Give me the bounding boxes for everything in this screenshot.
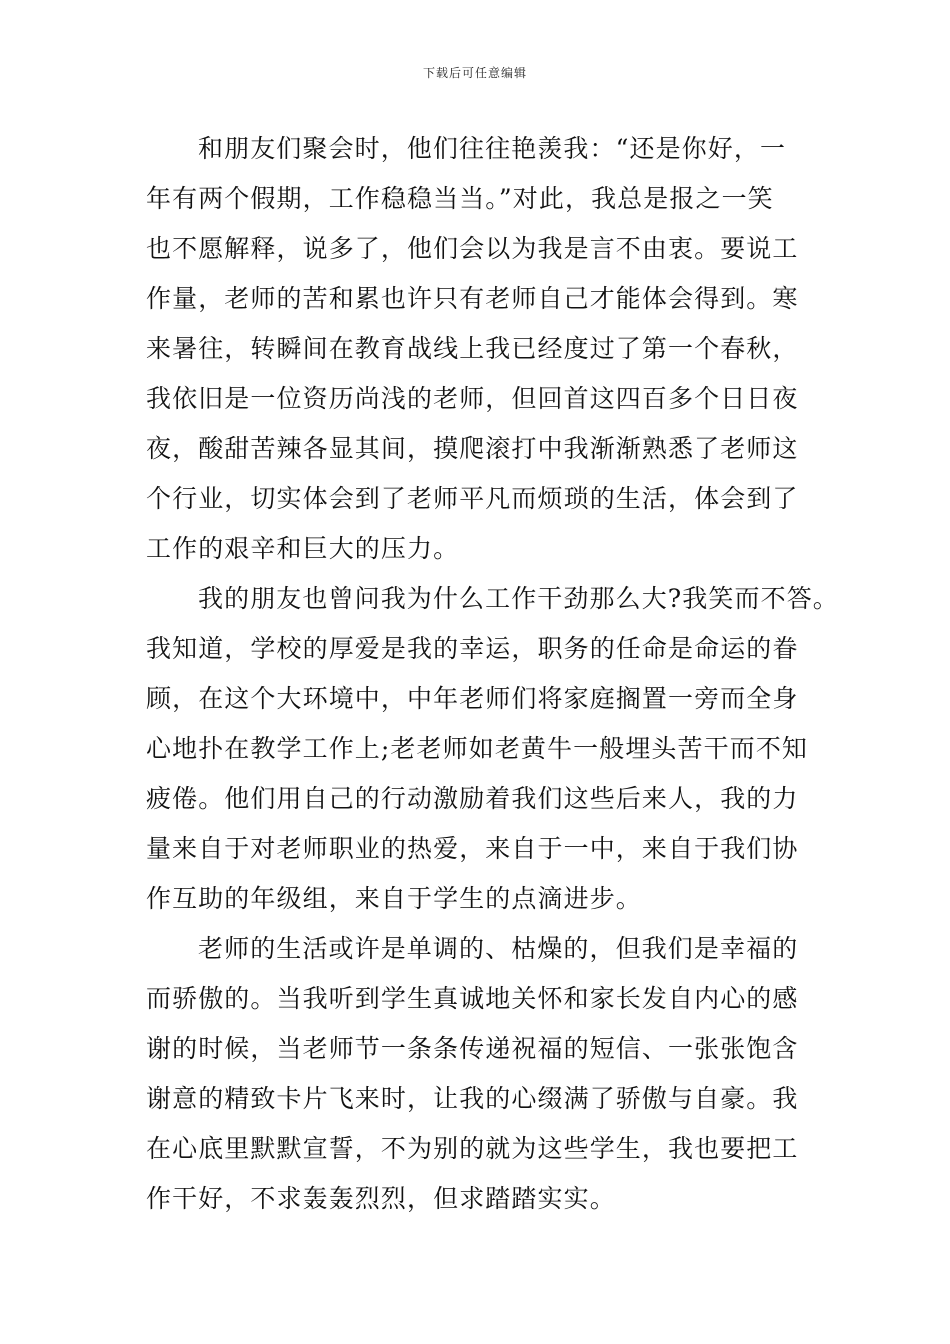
paragraph-1 <box>146 124 810 574</box>
text-line: 我依旧是一位资历尚浅的老师，但回首这四百多个日日夜 <box>146 384 799 413</box>
text-line: 而骄傲的。当我听到学生真诚地关怀和家长发自内心的感 <box>146 984 799 1013</box>
text-line: 工作的艰辛和巨大的压力。 <box>146 534 460 563</box>
text-line: 作量，老师的苦和累也许只有老师自己才能体会得到。寒 <box>146 284 799 313</box>
text-line: 顾，在这个大环境中，中年老师们将家庭搁置一旁而全身 <box>146 684 799 713</box>
paragraph-3 <box>146 924 810 1224</box>
text-line: 来暑往，转瞬间在教育战线上我已经度过了第一个春秋， <box>146 334 799 363</box>
text-line: 夜，酸甜苦辣各显其间，摸爬滚打中我渐渐熟悉了老师这 <box>146 434 799 463</box>
text-line: 疲倦。他们用自己的行动激励着我们这些后来人，我的力 <box>146 784 799 813</box>
text-line: 也不愿解释，说多了，他们会以为我是言不由衷。要说工 <box>146 234 799 263</box>
text-line: 作互助的年级组，来自于学生的点滴进步。 <box>146 884 642 913</box>
text-line: 个行业，切实体会到了老师平凡而烦琐的生活，体会到了 <box>146 484 799 513</box>
text-line: 我知道，学校的厚爱是我的幸运，职务的任命是命运的眷 <box>146 634 799 663</box>
text-line: 在心底里默默宣誓，不为别的就为这些学生，我也要把工 <box>146 1134 799 1163</box>
paragraph-2 <box>146 574 839 924</box>
text-line: 作干好，不求轰轰烈烈，但求踏踏实实。 <box>146 1184 616 1213</box>
text-line: 心地扑在教学工作上;老老师如老黄牛一般埋头苦干而不知 <box>146 734 809 763</box>
text-line: 老师的生活或许是单调的、枯燥的，但我们是幸福的 <box>198 934 799 963</box>
text-line: 年有两个假期，工作稳稳当当。”对此，我总是报之一笑 <box>146 184 774 213</box>
document-body <box>146 124 839 1224</box>
text-line: 量来自于对老师职业的热爱，来自于一中，来自于我们协 <box>146 834 799 863</box>
text-line: 谢的时候，当老师节一条条传递祝福的短信、一张张饱含 <box>146 1034 799 1063</box>
text-line: 我的朋友也曾问我为什么工作干劲那么大?我笑而不答。 <box>198 584 839 613</box>
text-line: 和朋友们聚会时，他们往往艳羡我：“还是你好，一 <box>198 134 787 163</box>
text-line: 谢意的精致卡片飞来时，让我的心缀满了骄傲与自豪。我 <box>146 1084 799 1113</box>
page-header: 下载后可任意编辑 <box>422 66 527 80</box>
